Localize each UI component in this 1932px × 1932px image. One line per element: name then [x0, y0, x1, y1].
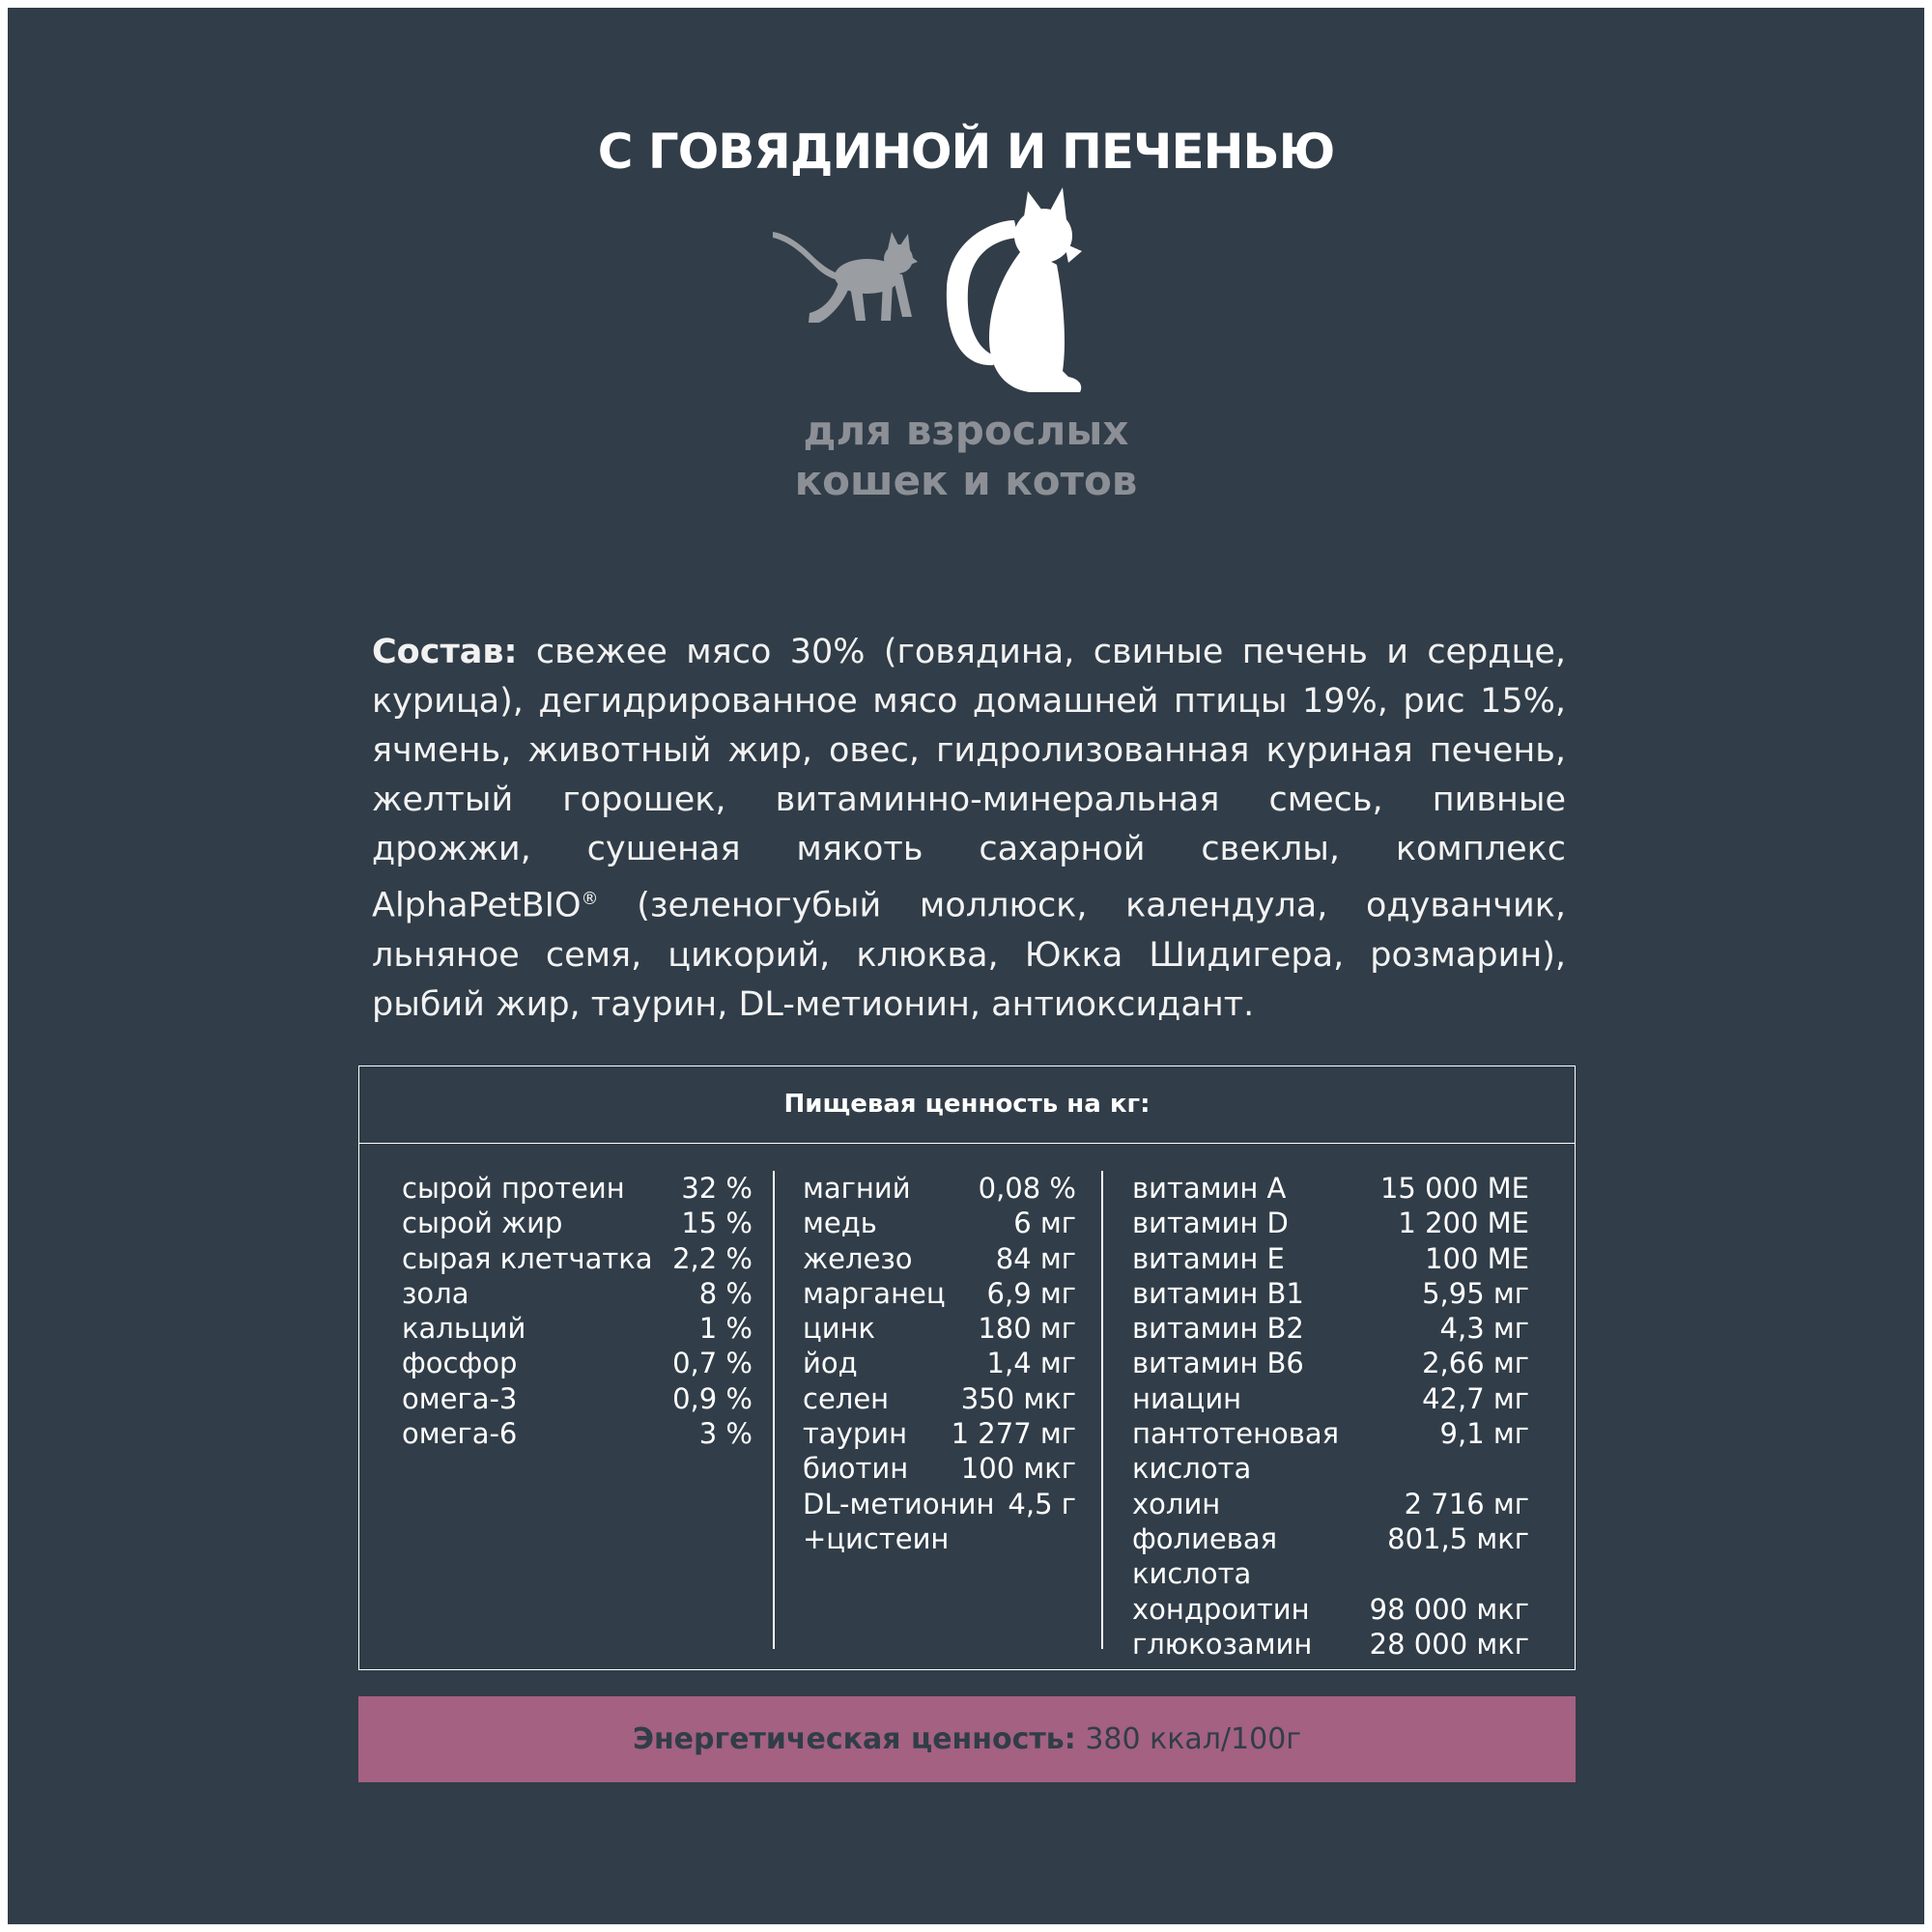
nutrient-value: 42,7 мг [1422, 1381, 1529, 1415]
nutrient-value: 2 716 мг [1404, 1487, 1529, 1520]
nutrient-row [803, 1451, 1076, 1486]
product-title: С ГОВЯДИНОЙ И ПЕЧЕНЬЮ [597, 124, 1335, 180]
nutrient-row [402, 1276, 753, 1311]
nutrient-row [1132, 1171, 1529, 1206]
nutrient-value: 4,3 мг [1439, 1312, 1529, 1346]
nutrient-name: фосфор [402, 1347, 518, 1380]
nutrient-name: сырая клетчатка [402, 1241, 653, 1275]
nutrient-value: 15 % [681, 1207, 753, 1240]
nutrient-value: 8 % [698, 1276, 753, 1310]
nutrient-row [803, 1346, 1076, 1380]
nutrient-value: 1 277 мг [951, 1417, 1076, 1451]
nutrient-name: фолиевая [1132, 1521, 1278, 1555]
nutrient-row [1132, 1206, 1529, 1240]
nutrient-row [803, 1171, 1076, 1206]
nutrient-name: глюкозамин [1132, 1627, 1313, 1661]
nutrient-name: кальций [402, 1312, 526, 1346]
nutrition-column-vitamins [1132, 1171, 1529, 1662]
nutrition-column-macros [402, 1171, 753, 1451]
nutrient-name: витамин В2 [1132, 1312, 1304, 1346]
nutrient-value: 1 200 МЕ [1398, 1207, 1529, 1240]
nutrient-row [803, 1311, 1076, 1346]
cats-illustration [761, 182, 1186, 404]
column-divider [1101, 1171, 1103, 1649]
nutrient-row [803, 1416, 1076, 1451]
cat-icon [947, 187, 1082, 392]
nutrient-value: 5,95 мг [1422, 1276, 1529, 1310]
nutrient-row [402, 1171, 753, 1206]
product-info-panel [8, 8, 1924, 1924]
nutrient-name: сырой протеин [402, 1172, 625, 1205]
energy-value: 380 ккал/100г [1085, 1722, 1302, 1756]
nutrient-row [1132, 1451, 1529, 1486]
nutrient-name: йод [803, 1347, 858, 1380]
audience-line-1: для взрослых [803, 407, 1129, 454]
nutrient-name: витамин В6 [1132, 1347, 1304, 1380]
nutrient-name: хондроитин [1132, 1592, 1310, 1626]
nutrient-name: ниацин [1132, 1381, 1242, 1415]
nutrient-name: таурин [803, 1417, 908, 1451]
nutrient-value: 4,5 г [1008, 1487, 1076, 1520]
nutrient-row [803, 1521, 1076, 1556]
nutrient-value: 100 МЕ [1425, 1241, 1529, 1275]
nutrient-name: селен [803, 1381, 890, 1415]
nutrient-row [402, 1311, 753, 1346]
nutrient-value: 1 % [698, 1312, 753, 1346]
nutrient-name: витамин А [1132, 1172, 1287, 1205]
nutrient-row [803, 1381, 1076, 1416]
nutrient-name: омега-6 [402, 1417, 518, 1451]
nutrient-value: 350 мкг [960, 1381, 1076, 1415]
nutrient-name: витамин D [1132, 1207, 1289, 1240]
nutrient-value: 98 000 мкг [1369, 1592, 1529, 1626]
nutrient-value: 2,66 мг [1422, 1347, 1529, 1380]
nutrient-row [402, 1346, 753, 1380]
column-divider [773, 1171, 775, 1649]
nutrient-name: пантотеновая [1132, 1417, 1340, 1451]
nutrient-value: 2,2 % [672, 1241, 753, 1275]
energy-value-bar [358, 1696, 1576, 1782]
nutrient-row [1132, 1627, 1529, 1662]
nutrient-name: сырой жир [402, 1207, 563, 1240]
nutrient-row [1132, 1556, 1529, 1591]
nutrient-value: 0,9 % [672, 1381, 753, 1415]
target-audience [8, 406, 1924, 506]
nutrient-row [803, 1487, 1076, 1521]
nutrition-table [358, 1065, 1576, 1670]
nutrient-value: 28 000 мкг [1369, 1627, 1529, 1661]
nutrient-name: DL-метионин [803, 1487, 995, 1520]
nutrition-header: Пищевая ценность на кг: [359, 1066, 1575, 1144]
nutrient-name: железо [803, 1241, 913, 1275]
nutrient-name: кислота [1132, 1557, 1252, 1591]
nutrient-name: магний [803, 1172, 911, 1205]
nutrient-value: 32 % [681, 1172, 753, 1205]
nutrient-name: марганец [803, 1276, 946, 1310]
nutrient-row [1132, 1381, 1529, 1416]
nutrient-name: цинк [803, 1312, 876, 1346]
nutrition-column-minerals [803, 1171, 1076, 1556]
nutrient-row [402, 1206, 753, 1240]
nutrient-name: кислота [1132, 1452, 1252, 1486]
nutrient-row [1132, 1276, 1529, 1311]
nutrient-value: 3 % [698, 1417, 753, 1451]
composition-body-2: (зеленогубый моллюск, календула, одуванчик, льняное семя, цикорий, клюква, Юкка Шидигера, розмарин), рыбий жир, таурин, DL-метионин, антиоксидант. [372, 886, 1566, 1024]
nutrient-value: 0,7 % [672, 1347, 753, 1380]
nutrient-row [402, 1381, 753, 1416]
nutrient-value: 801,5 мкг [1387, 1521, 1529, 1555]
nutrient-row [402, 1416, 753, 1451]
nutrient-row [1132, 1487, 1529, 1521]
nutrient-name: медь [803, 1207, 877, 1240]
nutrient-row [1132, 1241, 1529, 1276]
nutrient-row [803, 1206, 1076, 1240]
nutrient-row [1132, 1521, 1529, 1556]
nutrient-value: 100 мкг [960, 1452, 1076, 1486]
nutrient-name: омега-3 [402, 1381, 518, 1415]
nutrient-value: 6 мг [1013, 1207, 1076, 1240]
nutrient-value: 15 000 МЕ [1379, 1172, 1529, 1205]
nutrient-row [803, 1241, 1076, 1276]
nutrient-name: зола [402, 1276, 469, 1310]
nutrient-name: витамин Е [1132, 1241, 1285, 1275]
composition-body-1: свежее мясо 30% (говядина, свиные печень и сердце, курица), дегидрированное мясо домашней птицы 19%, рис 15%, ячмень, животный жир, овес, гидролизованная куриная печень, желтый горошек, витаминно-минеральная смесь, пивные дрожжи, сушеная мякоть сахарной свеклы, комплекс AlphaPetBIO [372, 633, 1566, 925]
nutrient-row [1132, 1416, 1529, 1451]
nutrient-value: 1,4 мг [986, 1347, 1076, 1380]
nutrient-row [402, 1241, 753, 1276]
registered-mark: ® [581, 889, 599, 909]
audience-line-2: кошек и котов [794, 457, 1138, 504]
kitten-icon [773, 232, 918, 323]
nutrient-value: 9,1 мг [1439, 1417, 1529, 1451]
composition-label: Состав: [372, 633, 518, 671]
energy-label: Энергетическая ценность: [632, 1722, 1076, 1756]
nutrient-row [1132, 1592, 1529, 1627]
nutrient-value: 0,08 % [978, 1172, 1076, 1205]
nutrient-name: +цистеин [803, 1521, 950, 1555]
composition-text [372, 628, 1566, 1030]
nutrient-value: 84 мг [995, 1241, 1076, 1275]
nutrient-row [1132, 1311, 1529, 1346]
nutrient-name: холин [1132, 1487, 1221, 1520]
nutrient-row [803, 1276, 1076, 1311]
nutrient-name: биотин [803, 1452, 909, 1486]
nutrient-value: 180 мг [978, 1312, 1076, 1346]
nutrient-name: витамин В1 [1132, 1276, 1304, 1310]
nutrient-row [1132, 1346, 1529, 1380]
nutrient-value: 6,9 мг [986, 1276, 1076, 1310]
